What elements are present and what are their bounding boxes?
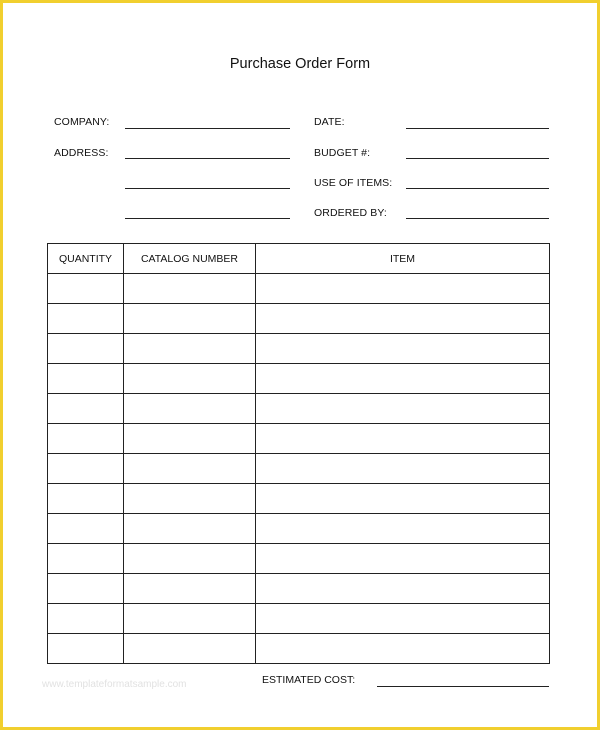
address-field-line-3[interactable]	[125, 218, 290, 219]
item-cell[interactable]	[256, 514, 550, 544]
quantity-cell[interactable]	[48, 484, 124, 514]
budget-label: BUDGET #:	[314, 147, 371, 159]
quantity-cell[interactable]	[48, 394, 124, 424]
quantity-cell[interactable]	[48, 634, 124, 664]
table-row	[48, 634, 550, 664]
item-cell[interactable]	[256, 274, 550, 304]
catalog-number-cell[interactable]	[124, 454, 256, 484]
item-cell[interactable]	[256, 604, 550, 634]
address-field-line-1[interactable]	[125, 158, 290, 159]
estimated-cost-field-line[interactable]	[377, 686, 549, 687]
catalog-number-cell[interactable]	[124, 364, 256, 394]
item-cell[interactable]	[256, 574, 550, 604]
catalog-number-cell[interactable]	[124, 484, 256, 514]
catalog-number-cell[interactable]	[124, 274, 256, 304]
table-row	[48, 454, 550, 484]
date-field-line[interactable]	[406, 128, 549, 129]
quantity-cell[interactable]	[48, 514, 124, 544]
quantity-cell[interactable]	[48, 274, 124, 304]
item-cell[interactable]	[256, 544, 550, 574]
address-field-line-2[interactable]	[125, 188, 290, 189]
date-label: DATE:	[314, 116, 345, 128]
table-row	[48, 604, 550, 634]
catalog-number-cell[interactable]	[124, 304, 256, 334]
item-cell[interactable]	[256, 394, 550, 424]
catalog-number-cell[interactable]	[124, 334, 256, 364]
quantity-cell[interactable]	[48, 334, 124, 364]
catalog-number-cell[interactable]	[124, 394, 256, 424]
item-cell[interactable]	[256, 424, 550, 454]
table-body	[48, 274, 550, 664]
header-quantity: QUANTITY	[48, 244, 124, 274]
header-catalog-number: CATALOG NUMBER	[124, 244, 256, 274]
quantity-cell[interactable]	[48, 604, 124, 634]
quantity-cell[interactable]	[48, 544, 124, 574]
ordered-by-label: ORDERED BY:	[314, 207, 387, 219]
table-row	[48, 394, 550, 424]
item-cell[interactable]	[256, 484, 550, 514]
use-of-items-label: USE OF ITEMS:	[314, 177, 393, 189]
table-row	[48, 274, 550, 304]
quantity-cell[interactable]	[48, 454, 124, 484]
quantity-cell[interactable]	[48, 364, 124, 394]
item-cell[interactable]	[256, 304, 550, 334]
item-cell[interactable]	[256, 364, 550, 394]
table-row	[48, 424, 550, 454]
table-row	[48, 574, 550, 604]
table-row	[48, 334, 550, 364]
quantity-cell[interactable]	[48, 304, 124, 334]
quantity-cell[interactable]	[48, 574, 124, 604]
ordered-by-field-line[interactable]	[406, 218, 549, 219]
catalog-number-cell[interactable]	[124, 544, 256, 574]
table-header-row	[48, 244, 550, 274]
item-cell[interactable]	[256, 454, 550, 484]
estimated-cost-label: ESTIMATED COST:	[262, 674, 356, 686]
quantity-cell[interactable]	[48, 424, 124, 454]
address-label: ADDRESS:	[54, 147, 109, 159]
table-row	[48, 544, 550, 574]
company-label: COMPANY:	[54, 116, 110, 128]
item-cell[interactable]	[256, 334, 550, 364]
budget-field-line[interactable]	[406, 158, 549, 159]
catalog-number-cell[interactable]	[124, 634, 256, 664]
form-title: Purchase Order Form	[229, 56, 371, 72]
catalog-number-cell[interactable]	[124, 574, 256, 604]
table-row	[48, 364, 550, 394]
item-cell[interactable]	[256, 634, 550, 664]
header-item: ITEM	[256, 244, 550, 274]
table-row	[48, 514, 550, 544]
catalog-number-cell[interactable]	[124, 514, 256, 544]
watermark: www.templateformatsample.com	[42, 679, 187, 690]
company-field-line[interactable]	[125, 128, 290, 129]
table-row	[48, 304, 550, 334]
items-table	[47, 243, 550, 664]
catalog-number-cell[interactable]	[124, 424, 256, 454]
catalog-number-cell[interactable]	[124, 604, 256, 634]
use-of-items-field-line[interactable]	[406, 188, 549, 189]
table-row	[48, 484, 550, 514]
